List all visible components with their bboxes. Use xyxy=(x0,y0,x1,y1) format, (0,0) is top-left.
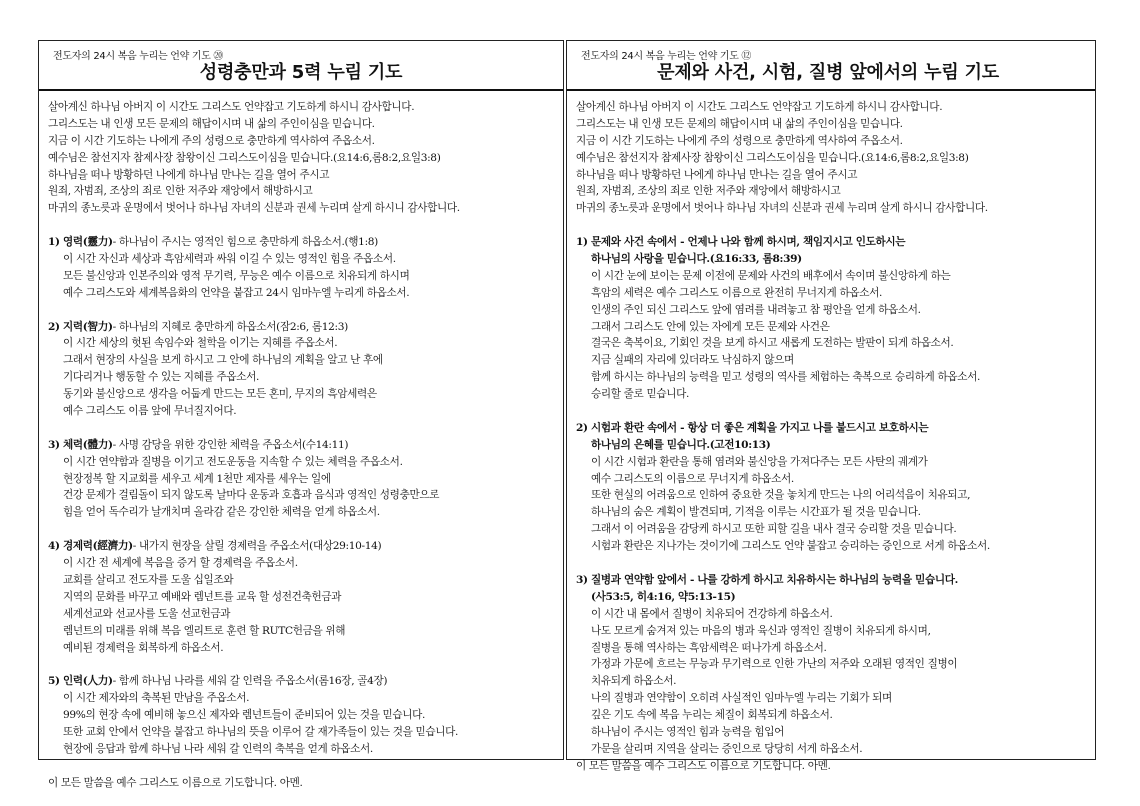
intro-line: 원죄, 자범죄, 조상의 죄로 인한 저주와 재앙에서 해방하시고 xyxy=(576,185,841,198)
section-line: 인생의 주인 되신 그리스도 앞에 염려를 내려놓고 참 평안을 얻게 하옵소서. xyxy=(591,303,921,316)
section-heading: 1) 문제와 사건 속에서 - 언제나 나와 함께 하시며, 책임지시고 인도하시는 xyxy=(576,236,906,249)
section-line: 99%의 현장 속에 예비해 놓으신 제자와 렘넌트들이 준비되어 있는 것을 믿습니다. xyxy=(63,709,426,722)
section-line: 이 시간 눈에 보이는 문제 이전에 문제와 사건의 배후에서 속이며 불신앙하게 하는 xyxy=(591,269,951,282)
section-line: 시험과 환란은 지나가는 것이기에 그리스도 언약 붙잡고 승리하는 증인으로 서게 하옵소서. xyxy=(591,540,990,553)
section-line: 질병을 통해 역사하는 흑암세력은 떠나가게 하옵소서. xyxy=(591,641,827,654)
section-line: 깊은 기도 속에 복음 누리는 체질이 회복되게 하옵소서. xyxy=(591,709,833,722)
section-line: 그래서 그리스도 안에 있는 자에게 모든 문제와 사건은 xyxy=(591,320,830,333)
section-heading xyxy=(48,234,559,251)
section-line: 모든 불신앙과 인본주의와 영적 무기력, 무능은 예수 이름으로 치유되게 하시며 xyxy=(63,269,410,282)
closing-line: 이 모든 말씀을 예수 그리스도 이름으로 기도합니다. 아멘. xyxy=(48,776,303,789)
section-line: 결국은 축복이요, 기회인 것을 보게 하시고 새롭게 도전하는 발판이 되게 하옵소서. xyxy=(591,337,954,350)
prayer-page-left xyxy=(38,40,564,789)
section-line: 기다리거나 행동할 수 있는 지혜를 주옵소서. xyxy=(63,371,260,384)
page-title: 성령충만과 5력 누림 기도 xyxy=(199,62,403,83)
prayer-body xyxy=(48,99,559,792)
section-line: 나도 모르게 숨겨져 있는 마음의 병과 육신과 영적인 질병이 치유되게 하시며, xyxy=(591,624,931,637)
intro-line: 마귀의 종노릇과 운명에서 벗어나 하나님 자녀의 신분과 권세 누리며 살게 하시니 감사합니다. xyxy=(48,202,460,215)
section-line: 또한 교회 안에서 언약을 붙잡고 하나님의 뜻을 이루어 갈 재가족들이 있는 것을 믿습니다. xyxy=(63,725,459,738)
section-line: 가정과 가문에 흐르는 무능과 무기력으로 인한 가난의 저주와 오래된 영적인 질병이 xyxy=(591,658,958,671)
section-heading xyxy=(48,673,559,690)
section-line: 예수 그리스도의 이름으로 무너지게 하옵소서. xyxy=(591,472,794,485)
intro-line: 살아계신 하나님 아버지 이 시간도 그리스도 언약잡고 기도하게 하시니 감사합니다. xyxy=(576,101,943,113)
section-line: 그래서 이 어려움을 감당케 하시고 또한 피할 길을 내사 결국 승리할 것을 믿습니다. xyxy=(591,523,957,536)
section-heading: 3) 질병과 연약함 앞에서 - 나를 강하게 하시고 치유하시는 하나님의 능력을 믿습니다. xyxy=(576,573,958,586)
section-line: 지금 실패의 자리에 있더라도 낙심하지 않으며 xyxy=(591,354,794,367)
section-line: 교회를 살리고 전도자를 도울 십일조와 xyxy=(63,573,234,586)
section-line: 예수 그리스도와 세계복음화의 언약을 붙잡고 24시 임마누엘 누리게 하옵소서. xyxy=(63,286,410,299)
section-line: 또한 현실의 어려움으로 인하여 중요한 것을 놓치게 만드는 나의 어리석음이 치유되고, xyxy=(591,489,971,502)
section-heading xyxy=(48,319,559,336)
prayer-body xyxy=(576,99,1091,775)
section-line: 나의 질병과 연약함이 오히려 사실적인 임마누엘 누리는 기회가 되며 xyxy=(591,692,892,705)
page-subtitle: 전도자의 24시 복음 누리는 언약 기도 ⑳ xyxy=(53,51,224,62)
section-line: 이 시간 자신과 세상과 흑암세력과 싸워 이길 수 있는 영적인 힘을 주옵소서. xyxy=(63,253,396,266)
intro-line: 하나님을 떠나 방황하던 나에게 하나님 만나는 길을 열어 주시고 xyxy=(48,168,330,181)
page-header xyxy=(567,41,1095,91)
section-line: 현장에 응답과 함께 하나님 나라 세워 갈 인력의 축복을 얻게 하옵소서. xyxy=(63,742,373,755)
page-title: 문제와 사건, 시험, 질병 앞에서의 누림 기도 xyxy=(657,62,999,83)
intro-line: 그리스도는 내 인생 모든 문제의 해답이시며 내 삶의 주인이심을 믿습니다. xyxy=(576,117,903,130)
intro-line: 예수님은 참선지자 참제사장 참왕이신 그리스도이심을 믿습니다.(요14:6,롬8:2,요일3:8) xyxy=(576,151,969,164)
section-heading-text: - 하나님이 주시는 영적인 힘으로 충만하게 하옵소서.(행1:8) xyxy=(112,236,378,249)
page-header xyxy=(39,41,563,91)
section-line: 승리할 줄로 믿습니다. xyxy=(591,388,690,401)
section-line: 이 시간 제자와의 축복된 만남을 주옵소서. xyxy=(63,692,250,705)
intro-line: 지금 이 시간 기도하는 나에게 주의 성령으로 충만하게 역사하여 주옵소서. xyxy=(48,134,375,147)
section-line: 렘넌트의 미래를 위해 복음 엘리트로 훈련 할 RUTC헌금을 위해 xyxy=(63,624,346,637)
section-line: 함께 하시는 하나님의 능력을 믿고 성령의 역사를 체험하는 축복으로 승리하게 하옵소서. xyxy=(591,371,980,384)
section-line: 하나님이 주시는 영적인 힘과 능력을 힘입어 xyxy=(591,725,784,738)
section-heading-text: - 사명 감당을 위한 강인한 체력을 주옵소서(수14:11) xyxy=(112,438,349,451)
section-line: 예비된 경제력을 회복하게 하옵소서. xyxy=(63,641,224,654)
section-line: 지역의 문화를 바꾸고 예배와 렘넌트를 교육 할 성전건축헌금과 xyxy=(63,590,342,603)
prayer-page-right xyxy=(566,40,1096,772)
section-line: 이 시간 내 몸에서 질병이 치유되어 건강하게 하옵소서. xyxy=(591,607,833,620)
section-heading-text: - 내가지 현장을 살릴 경제력을 주옵소서(대상29:10-14) xyxy=(132,540,382,553)
section-line: 이 시간 시험과 환란을 통해 염려와 불신앙을 가져다주는 모든 사탄의 궤계가 xyxy=(591,455,928,468)
section-line: 세계선교와 선교사를 도울 선교헌금과 xyxy=(63,607,231,620)
intro-line: 예수님은 참선지자 참제사장 참왕이신 그리스도이심을 믿습니다.(요14:6,롬8:2,요일3:8) xyxy=(48,151,441,164)
intro-line: 원죄, 자범죄, 조상의 죄로 인한 저주와 재앙에서 해방하시고 xyxy=(48,185,313,198)
section-number-title: 5) 인력(人力) xyxy=(48,675,113,688)
section-line: 이 시간 전 세계에 복음을 증거 할 경제력을 주옵소서. xyxy=(63,557,298,570)
section-heading-text: - 함께 하나님 나라를 세워 갈 인력을 주옵소서(롬16장, 골4장) xyxy=(112,675,388,688)
section-line: 가문을 살리며 지역을 살리는 증인으로 당당히 서게 하옵소서. xyxy=(591,742,863,755)
section-heading: 하나님의 사랑을 믿습니다.(요16:33, 롬8:39) xyxy=(591,253,802,266)
section-heading: 2) 시험과 환란 속에서 - 항상 더 좋은 계획을 가지고 나를 붙드시고 보호하시는 xyxy=(576,421,929,434)
section-heading xyxy=(48,538,559,555)
section-number-title: 3) 체력(體力) xyxy=(48,438,113,451)
intro-line: 하나님을 떠나 방황하던 나에게 하나님 만나는 길을 열어 주시고 xyxy=(576,168,858,181)
intro-line: 마귀의 종노릇과 운명에서 벗어나 하나님 자녀의 신분과 권세 누리며 살게 하시니 감사합니다. xyxy=(576,202,988,215)
intro-line: 그리스도는 내 인생 모든 문제의 해답이시며 내 삶의 주인이심을 믿습니다. xyxy=(48,117,375,130)
intro-line: 지금 이 시간 기도하는 나에게 주의 성령으로 충만하게 역사하여 주옵소서. xyxy=(576,134,903,147)
section-line: 이 시간 세상의 헛된 속임수와 철학을 이기는 지혜를 주옵소서. xyxy=(63,337,338,350)
section-line: 이 시간 연약함과 질병을 이기고 전도운동을 지속할 수 있는 체력을 주옵소서. xyxy=(63,455,403,468)
intro-line: 살아계신 하나님 아버지 이 시간도 그리스도 언약잡고 기도하게 하시니 감사합니다. xyxy=(48,101,415,113)
section-number-title: 1) 영력(靈力) xyxy=(48,236,113,249)
closing-line: 이 모든 말씀을 예수 그리스도 이름으로 기도합니다. 아멘. xyxy=(576,759,831,772)
section-line: 흑암의 세력은 예수 그리스도 이름으로 완전히 무너지게 하옵소서. xyxy=(591,286,882,299)
section-number-title: 4) 경제력(經濟力) xyxy=(48,540,133,553)
section-number-title: 2) 지력(智力) xyxy=(48,320,113,333)
section-line: 현장정복 할 지교회를 세우고 세계 1천만 제자를 세우는 일에 xyxy=(63,472,331,485)
section-heading: (사53:5, 히4:16, 약5:13-15) xyxy=(591,590,736,603)
section-line: 하나님의 숨은 계획이 발견되며, 기적을 이루는 시간표가 될 것을 믿습니다. xyxy=(591,506,921,519)
section-line: 힘을 얻어 독수리가 날개치며 올라감 같은 강인한 체력을 얻게 하옵소서. xyxy=(63,506,380,519)
section-line: 그래서 현장의 사실을 보게 하시고 그 안에 하나님의 계획을 알고 난 후에 xyxy=(63,354,383,367)
section-heading-text: - 하나님의 지혜로 충만하게 하옵소서(잠2:6, 롬12:3) xyxy=(112,320,348,333)
section-heading xyxy=(48,437,559,454)
section-heading: 하나님의 은혜를 믿습니다.(고전10:13) xyxy=(591,438,771,451)
section-line: 치유되게 하옵소서. xyxy=(591,675,677,688)
section-line: 건강 문제가 걸림돌이 되지 않도록 날마다 운동과 호흡과 음식과 영적인 성령충만으로 xyxy=(63,489,440,502)
section-line: 동기와 불신앙으로 생각을 어둡게 만드는 모든 혼미, 무지의 흑암세력은 xyxy=(63,388,377,401)
page-subtitle: 전도자의 24시 복음 누리는 언약 기도 ⑫ xyxy=(581,51,752,62)
section-line: 예수 그리스도 이름 앞에 무너질지어다. xyxy=(63,405,237,418)
